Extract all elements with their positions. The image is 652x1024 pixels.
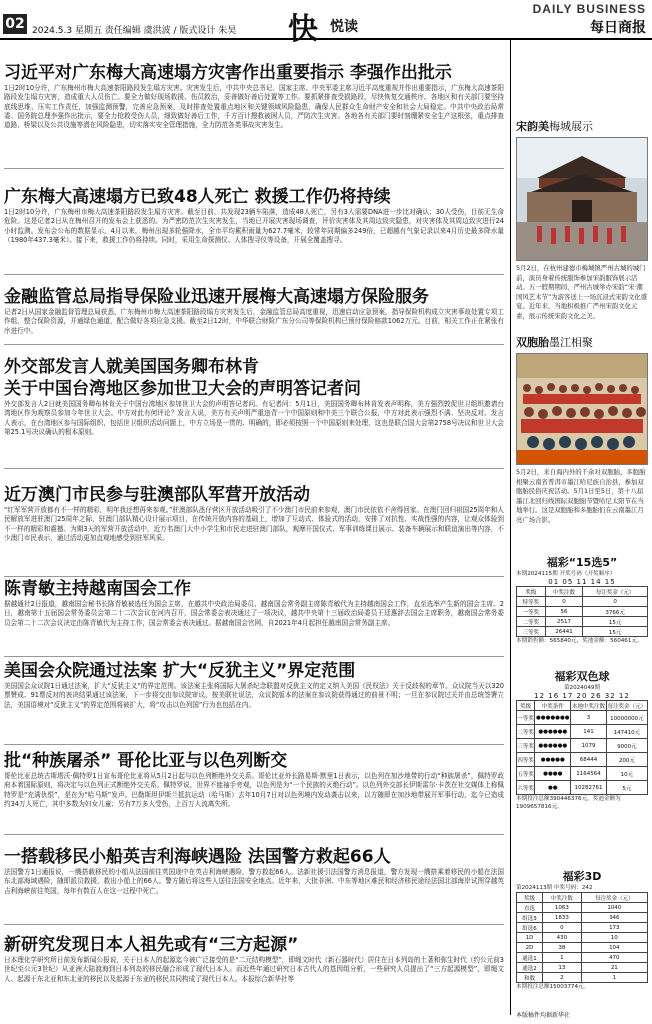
cell: 五等奖 xyxy=(517,767,535,781)
gate-photo-illustration xyxy=(517,138,647,260)
cell: 1040 xyxy=(581,903,647,913)
lottery-15x5 xyxy=(516,554,648,645)
cell: 1D xyxy=(517,933,543,943)
cell: 和数 xyxy=(517,973,543,983)
lottery-note: 本期投注总额390446376元，奖池金额为1909657816元。 xyxy=(516,796,621,810)
table-row xyxy=(517,973,648,983)
cell: 组选6 xyxy=(517,923,543,933)
table-row xyxy=(517,963,648,973)
cell: 10元 xyxy=(606,767,647,781)
cell: 2517 xyxy=(545,617,583,627)
column-divider xyxy=(510,40,511,1015)
divider xyxy=(4,344,504,345)
cell: 三等奖 xyxy=(517,739,535,753)
table-row xyxy=(517,739,648,753)
article-title[interactable]: 金融监管总局指导保险业迅速开展梅大高速塌方保险服务 xyxy=(4,287,429,307)
article-title[interactable]: 外交部发言人就美国国务卿布林肯 关于中国台湾地区参加世卫大会的声明答记者问 xyxy=(4,357,361,399)
lottery-title: 福彩“15选5” xyxy=(546,556,618,569)
lottery-numbers: 12 16 17 20 26 32 12 xyxy=(534,692,630,700)
cell: 470 xyxy=(581,953,647,963)
cell: 通选2 xyxy=(517,963,543,973)
lottery-title: 福彩3D xyxy=(562,870,602,883)
cell: 141 xyxy=(571,725,606,739)
table-row xyxy=(517,923,648,933)
header-cell: 奖级 xyxy=(517,893,543,903)
cell: 1833 xyxy=(543,913,582,923)
article-1[interactable] xyxy=(4,62,504,166)
brand-en: DAILY BUSINESS xyxy=(532,2,646,16)
cell: 13 xyxy=(543,963,582,973)
cell: 通选1 xyxy=(517,953,543,963)
article-title[interactable]: 习近平对广东梅大高速塌方灾害作出重要指示 李强作出批示 xyxy=(4,63,452,83)
lottery-table xyxy=(516,586,648,637)
lottery-table xyxy=(516,892,648,983)
cell: 1164564 xyxy=(571,767,606,781)
table-row xyxy=(517,597,648,607)
table-row xyxy=(517,607,648,617)
cell: ●●●● xyxy=(535,767,571,781)
cell: 3766元 xyxy=(583,607,648,617)
article-title[interactable]: 近万澳门市民参与驻澳部队军营开放活动 xyxy=(4,485,310,505)
article-9[interactable] xyxy=(4,846,504,922)
divider xyxy=(4,274,504,275)
header-cell: 每注奖金（元） xyxy=(606,701,647,711)
table-row xyxy=(517,903,648,913)
cell: 10000000元 xyxy=(606,711,647,725)
header-cell: 奖级 xyxy=(517,587,546,597)
article-3[interactable] xyxy=(4,286,504,342)
article-body: 1日2时10分许，广东梅州市梅大高速茶阳路段发生塌方灾害。灾害发生后，中共中央总书记、国家主席、中央军委主席习近平高度重视并作出重要指示，广东梅大高速茶阳路段发生塌方灾害，造成重大人员伤亡。要全力做好现场救援、伤员救治，妥善做好善后处置等工作。要抓紧排查受损路段，尽快恢复交通秩序。各地区和有关部门要坚持底线思维、压实工作责任，加强监测预警，完善应急预案，及时排查处置重点地区和关键领域风险隐患，确保人民群众生命财产安全和社会大局稳定。中共中央政治局常委、国务院总理李强作出批示，要全力抢救受伤人员，细致做好善后工作，千方百计搜救被困人员，严防次生灾害。各地各有关部门要时刻绷紧安全生产这根弦，重点排查道路、桥梁以及公共设施等潜在风险隐患，切实落实安全管理措施，全力防范各类事故灾害发生。 xyxy=(4,84,504,130)
photo-twins-crowd[interactable] xyxy=(516,353,648,465)
crowd-photo-illustration xyxy=(517,354,647,464)
cell: 104 xyxy=(581,943,647,953)
cell: 六等奖 xyxy=(517,781,535,795)
article-body: 外交部发言人2日就美国国务卿布林肯关于中国台湾地区参加世卫大会的声明答记者问。有记者问：5月1日，美国国务卿布林肯发表声明称，美方强烈敦促世卫组织邀请台湾地区作为观察员参加今年世卫大会。中方对此有何评论？发言人说，美方有关声明严重违背一个中国原则和中美三个联合公报，中方对此表示强烈不满、坚决反对。发言人表示，在台湾地区参与国际组织，包括世卫组织活动问题上，中方立场是一贯的、明确的，即必须按照一个中国原则来处理，这也是联合国大会第2758号决议和世卫大会第25.1号决议确认的根本原则。 xyxy=(4,400,504,436)
feature-twins xyxy=(516,334,648,525)
cell: ●● xyxy=(535,781,571,795)
cell: 10282761 xyxy=(571,781,606,795)
table-row xyxy=(517,913,648,923)
article-2[interactable] xyxy=(4,186,504,272)
cell: 173 xyxy=(581,923,647,933)
divider xyxy=(4,168,504,169)
lottery-note: 本期投注总额15003774元。 xyxy=(516,984,590,990)
divider xyxy=(4,834,504,835)
divider xyxy=(4,656,504,657)
cell: 一等奖 xyxy=(517,607,546,617)
section-char: 快 xyxy=(288,12,318,47)
lottery-numbers: 01 05 11 14 15 xyxy=(548,578,616,586)
cell: 0 xyxy=(583,597,648,607)
article-title[interactable]: 新研究发现日本人祖先或有“三方起源” xyxy=(4,935,299,955)
cell: ●●●●● xyxy=(535,753,571,767)
feature-caption: 5月2日，来自海内外的千余对双胞胎、多胞胎相聚云南省普洱市墨江哈尼族自治县，参加双胞胎民俗庆祝活动。5月1日至5日，第十八届墨江北回归线国际双胞胎节暨哈尼太阳节在当地举行。这是双胞胎和多胞胎们在云南墨江月亮广场合影。 xyxy=(516,468,646,524)
table-row xyxy=(517,627,648,637)
cell: 0 xyxy=(543,923,582,933)
lottery-shuangseqiu xyxy=(516,668,648,811)
page-header xyxy=(0,0,652,47)
article-body: 法国警方1日通报说，一艘搭载移民的小船从法国前往英国途中在英吉利海峡遇险，警方救起66人。法新社援引法国警方消息报道，警方发现一艘搭乘着移民的小船在法国东北部海域遇险，随即派员救援，救出小船上的66人。警方随后将这些人送往法国安全地点。近年来，大批非洲、中东等地区难民和经济移民途经法国北部海岸试图穿越英吉利海峡前往英国，每年有数百人在这一过程中死亡。 xyxy=(4,868,504,895)
lottery-sub: 第2024049期 xyxy=(563,685,601,691)
cell: 1063 xyxy=(543,903,582,913)
header-cell: 中奖条件 xyxy=(535,701,571,711)
header-cell: 奖级 xyxy=(517,701,535,711)
dateline: 2024.5.3 星期五 责任编辑 虞洪波 / 版式设计 朱昊 xyxy=(32,26,237,36)
article-title[interactable]: 批“种族屠杀” 哥伦比亚与以色列断交 xyxy=(4,751,288,771)
cell: 5元 xyxy=(606,781,647,795)
cell: 15元 xyxy=(583,617,648,627)
table-row xyxy=(517,753,648,767)
cell: 直选 xyxy=(517,903,543,913)
table-row xyxy=(517,617,648,627)
cell: 组选3 xyxy=(517,913,543,923)
photo-ancient-gate[interactable] xyxy=(516,137,648,261)
table-row xyxy=(517,953,648,963)
lottery-sub: 第2024113期 中奖号码：242 xyxy=(516,885,593,891)
article-7[interactable] xyxy=(4,660,504,742)
cell: 3 xyxy=(571,711,606,725)
table-row xyxy=(517,725,648,739)
cell: 2 xyxy=(543,973,582,983)
article-6[interactable] xyxy=(4,578,504,654)
cell: 1 xyxy=(581,973,647,983)
article-10[interactable] xyxy=(4,934,504,1018)
cell: 15元 xyxy=(583,627,648,637)
cell: ●●●●●●● xyxy=(535,711,571,725)
article-title[interactable]: 广东梅大高速塌方已致48人死亡 救援工作仍将持续 xyxy=(4,187,391,207)
article-body: “红军军营开放都有不一样的精彩，明年我还想再来参观。”驻澳部队氹仔营区开放活动吸引了不少澳门市民前来参观，澳门市民依依不舍得回家。在澳门回归祖国25周年和人民解放军进驻澳门25周年之际，驻澳门部队精心设计展示项目，在传统开放内容的基础上，增加了互动式、体验式的活动，安排了对抗性、实战性强的内容，让观众体验到不一样的精彩和震撼。为期3天的军营开放活动中，近万名澳门大中小学生和市民走进驻澳门部队，观摩开国仪式、军事训练课目展示、装备车辆展示和联谊演出等内容，不少澳门市民表示，通过活动更加直观地感受到驻军风采。 xyxy=(4,506,504,542)
cell: 1079 xyxy=(571,739,606,753)
divider xyxy=(4,744,504,745)
page-number: 02 xyxy=(3,14,27,34)
lottery-sub: 本期2024115期 开奖号码（开奖顺序） xyxy=(516,571,616,577)
feature-songyun xyxy=(516,118,648,321)
cell: 10 xyxy=(581,933,647,943)
cell: 200元 xyxy=(606,753,647,767)
header-cell: 每注奖金（元） xyxy=(583,587,648,597)
divider xyxy=(4,468,504,469)
cell: 68444 xyxy=(571,753,606,767)
source-footer: 本版稿件均据新华社 xyxy=(516,1012,571,1019)
cell: 56 xyxy=(545,607,583,617)
table-row xyxy=(517,711,648,725)
cell: 四等奖 xyxy=(517,753,535,767)
cell: 2D xyxy=(517,943,543,953)
cell: 21 xyxy=(581,963,647,973)
cell: 147410元 xyxy=(606,725,647,739)
cell: 1 xyxy=(543,953,582,963)
cell: 一等奖 xyxy=(517,711,535,725)
cell: 38 xyxy=(543,943,582,953)
article-title[interactable]: 美国会众院通过法案 扩大“反犹主义”界定范围 xyxy=(4,661,356,681)
cell: 346 xyxy=(581,913,647,923)
header-cell: 每注奖金（元） xyxy=(581,893,647,903)
cell: ●●●●●● xyxy=(535,725,571,739)
article-4[interactable] xyxy=(4,356,504,466)
cell: 430 xyxy=(543,933,582,943)
cell: 二等奖 xyxy=(517,617,546,627)
feature-title: 宋韵美梅城展示 xyxy=(516,120,593,133)
lottery-3d xyxy=(516,868,648,991)
article-body: 记者2日从国家金融监督管理总局获悉，广东梅州市梅大高速茶阳路段塌方灾害发生后，金融监管总局高度重视，迅速启动应急预案，指导保险机构成立灾害事故处置专项工作组，整合保险资源，开通绿色通道，配合做好各项应急支援。截至2日12时，中华联合财险广东分公司等保险机构已预付保险赔款1062万元。目前，相关工作正在紧张有序进行中。 xyxy=(4,308,504,335)
cell: 26441 xyxy=(545,627,583,637)
article-body: 日本理化学研究所日前发布新闻公报说，关于日本人的起源迄今被广泛接受的是“二元结构模型”，即绳文时代（新石器时代）居住在日本列岛的土著和弥生时代（约公元前3世纪至公元3世纪）从亚洲大陆渡海到日本列岛的移民融合形成了现代日本人。而近些年通过研究日本古代人的基因组分析，一些研究人员提出了“三方起源模型”，即绳文人、起源于东北亚和东北亚的移民以及起源于东亚的移民共同构成了现代日本人。本报综合新华社等 xyxy=(4,956,504,983)
header-cell: 中奖注数 xyxy=(543,893,582,903)
article-body: 据越通社2日报道，越南国会秘书长陈青敏被选任为国会主席，在越共中央政治局委员、越南国会常务副主席陈青敏代为主持越南国会工作，直至选举产生新的国会主席。2日，越南第十五届国会常务委员会第二十二次会议在河内召开，国会常委会表决通过了一项决议，越共中央第十三届政治局委员王廷惠辞去国会主席职务，越南国会常务委员会第二十二次会议决定由陈青敏代为主持工作，国会常委会表决通过。据越南国会官网，自2021年4月起担任越南国会常务副主席。 xyxy=(4,600,504,627)
lottery-note: 本期销售额：565840元，奖池金额：560461元。 xyxy=(516,638,643,644)
table-row xyxy=(517,933,648,943)
header-cell: 本地中奖注数 xyxy=(571,701,606,711)
cell: ●●●●●● xyxy=(535,739,571,753)
cell: 0 xyxy=(545,597,583,607)
brand-cn: 每日商报 xyxy=(590,20,646,36)
cell: 9000元 xyxy=(606,739,647,753)
divider xyxy=(4,576,504,577)
feature-caption: 5月2日，在杭州建德市梅城镇严州古城的城门前，演员身着传统服饰参加宋韵服饰展示活动。五一假期期间，严州古城举办宋韵“宋·潮国风艺术节”为游客送上一场沉浸式宋韵文化盛宴。近年来，当地积极推广严州宋韵文化元素，展示传统宋韵文化之美。 xyxy=(516,264,648,320)
table-row xyxy=(517,781,648,795)
table-row xyxy=(517,767,648,781)
cell: 特等奖 xyxy=(517,597,546,607)
article-5[interactable] xyxy=(4,484,504,574)
section-name: 悦读 xyxy=(330,19,358,35)
article-title[interactable]: 一搭载移民小船英吉利海峡遇险 法国警方救起66人 xyxy=(4,847,391,867)
lottery-title: 福彩双色球 xyxy=(554,670,610,683)
cell: 二等奖 xyxy=(517,725,535,739)
divider xyxy=(4,924,504,925)
table-row xyxy=(517,943,648,953)
lottery-table xyxy=(516,700,648,795)
cell: 三等奖 xyxy=(517,627,546,637)
article-body: 美国国会众议院1日通过法案，扩大“反犹主义”的界定范围。该法案主张将国际大屠杀纪念联盟对反犹主义的定义纳入美国《民权法》关于反歧视的章节。众议院当天以320票赞成、91票反对的表决结果通过该法案，下一步将交由参议院审议。按美联社说法，众议院版本的法案在参议院获得通过的前景不明；一旦在参议院过关并由总统签署立法，美国语境对“反犹主义”的界定范围将被扩大，将“攻击以色列国”行为也包括在内。 xyxy=(4,682,504,709)
article-8[interactable] xyxy=(4,750,504,832)
feature-title: 双胞胎墨江相聚 xyxy=(516,336,593,349)
article-body: 哥伦比亚总统古斯塔沃·佩特罗1日宣布哥伦比亚将从5月2日起与以色列断绝外交关系。哥伦比亚外长路易斯·默里1日表示，以色列在加沙地带的行动“种族屠杀”，佩特罗政府本着国际原则，将决定与以色列正式断绝外交关系。佩特罗说，世界不能袖手旁观，以色列是为“一个民族的灭绝行动”。以色列外交部长伊斯雷尔·卡茨在社交媒体上称佩特罗是“充满仇恨”，是在为“哈马斯”发声。巴勒斯坦伊斯兰抵抗运动（哈马斯）去年10月7日对以色列境内发动袭击以来，以方随即在加沙地带展开军事行动，迄今已造成约34万人死亡，其中多数为妇女儿童；另有7万多人受伤，上百万人流离失所。 xyxy=(4,772,504,808)
article-title[interactable]: 陈青敏主持越南国会工作 xyxy=(4,579,191,599)
header-cell: 中奖注数 xyxy=(545,587,583,597)
article-body: 1日2时10分许，广东梅州市梅大高速茶阳路段发生塌方灾害。截至目前，共发现23辆车陷落，造成48人死亡，另有3人需要DNA进一步比对确认；30人受伤，目前无生命危险。这是记者2日从在梅州召开的发布会上获悉的。为严密防范次生灾害发生，当地已开展灾害现场调查，评价灾害体及其周边致灾隐患，对灾害体及其周边致灾进行24小时监测。发布会公布的数据显示，4月以来，梅州出现多轮强降水，全市平均累积雨量为627.7毫米，较常年同期偏多249倍，已超越有气象记录以来4月历史最多降水量（1980年437.3毫米）。接下来，救援工作仍将持续。同时，采用生命探测仪、人体搜寻仪等设备，开展全覆盖搜寻。 xyxy=(4,208,504,244)
